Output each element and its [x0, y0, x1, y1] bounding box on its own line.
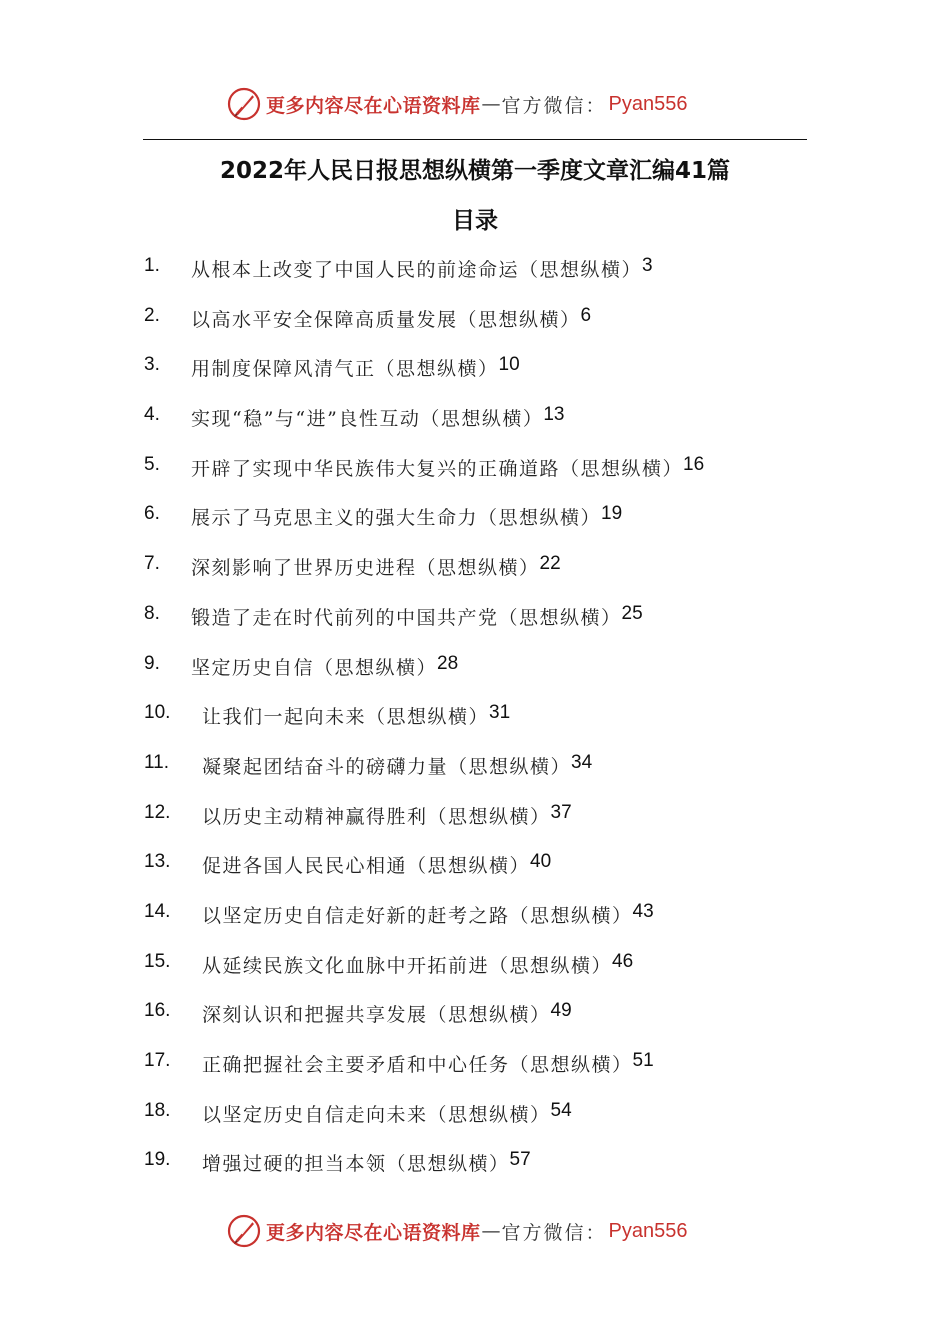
toc-entry-number: 9.	[144, 652, 160, 674]
toc-entry[interactable]	[144, 1100, 704, 1150]
toc-entry-page: 28	[437, 652, 459, 674]
toc-entry-title: 实现“稳”与“进”良性互动（思想纵横）	[191, 408, 544, 431]
toc-entry-page: 43	[632, 900, 654, 922]
toc-entry[interactable]	[144, 653, 704, 703]
toc-entry-number: 17.	[144, 1050, 171, 1071]
toc-entry-page: 3	[642, 255, 653, 276]
banner-wechat-id: Pyan556	[608, 1219, 688, 1242]
toc-entry-title: 从延续民族文化血脉中开拓前进（思想纵横）	[202, 954, 613, 977]
table-of-contents	[144, 255, 704, 1199]
header-banner	[226, 84, 688, 124]
toc-entry-number: 10.	[144, 702, 171, 724]
toc-entry-page: 34	[571, 751, 593, 773]
toc-entry-number: 12.	[144, 801, 171, 823]
toc-heading: 目录	[452, 208, 498, 234]
toc-entry-number: 13.	[144, 851, 171, 873]
toc-entry-number: 5.	[144, 453, 160, 475]
toc-entry-number: 8.	[144, 602, 160, 624]
toc-entry-number: 3.	[144, 354, 160, 376]
banner-wechat-id: Pyan556	[608, 92, 688, 115]
toc-entry-page: 54	[550, 1099, 572, 1121]
toc-entry-page: 40	[530, 851, 552, 873]
toc-entry[interactable]	[144, 851, 704, 901]
toc-entry[interactable]	[144, 404, 704, 454]
banner-main-text: 更多内容尽在心语资料库	[266, 94, 481, 117]
toc-entry-number: 2.	[144, 304, 160, 326]
banner-sub-text: 官方微信：	[501, 94, 607, 117]
toc-entry[interactable]	[144, 752, 704, 802]
toc-entry-page: 10	[498, 354, 520, 376]
toc-entry-number: 15.	[144, 950, 171, 972]
toc-entry[interactable]	[144, 305, 704, 355]
toc-entry[interactable]	[144, 1149, 704, 1199]
toc-entry[interactable]	[144, 1050, 704, 1100]
header-divider	[143, 139, 807, 140]
toc-entry-title: 正确把握社会主要矛盾和中心任务（思想纵横）	[202, 1054, 633, 1076]
toc-entry-number: 14.	[144, 900, 171, 922]
toc-entry-title: 以历史主动精神赢得胜利（思想纵横）	[202, 805, 551, 828]
toc-entry-page: 37	[550, 801, 572, 823]
toc-entry-title: 深刻认识和把握共享发展（思想纵横）	[202, 1004, 551, 1027]
toc-entry-number: 11.	[144, 751, 170, 773]
quill-pen-logo-icon	[226, 1213, 262, 1249]
toc-entry-number: 4.	[144, 404, 160, 426]
toc-entry-title: 以高水平安全保障高质量发展（思想纵横）	[191, 308, 581, 331]
toc-entry-number: 18.	[144, 1099, 171, 1121]
toc-entry[interactable]	[144, 603, 704, 653]
banner-dash: —	[481, 1220, 501, 1242]
toc-entry-title: 开辟了实现中华民族伟大复兴的正确道路（思想纵横）	[191, 457, 684, 480]
toc-entry-title: 从根本上改变了中国人民的前途命运（思想纵横）	[191, 259, 643, 281]
toc-entry[interactable]	[144, 354, 704, 404]
footer-banner	[226, 1211, 688, 1251]
toc-entry-title: 用制度保障风清气正（思想纵横）	[191, 358, 499, 381]
toc-entry-title: 坚定历史自信（思想纵横）	[191, 656, 438, 679]
toc-entry[interactable]	[144, 702, 704, 752]
toc-entry-page: 22	[539, 553, 561, 575]
toc-entry-page: 57	[509, 1149, 531, 1171]
toc-entry-page: 6	[580, 304, 592, 326]
toc-entry-page: 13	[543, 404, 565, 426]
toc-entry-title: 深刻影响了世界历史进程（思想纵横）	[191, 557, 540, 580]
banner-main-text: 更多内容尽在心语资料库	[266, 1221, 481, 1244]
toc-entry-title: 以坚定历史自信走向未来（思想纵横）	[202, 1103, 551, 1126]
toc-entry-title: 促进各国人民民心相通（思想纵横）	[202, 855, 531, 878]
toc-entry[interactable]	[144, 802, 704, 852]
toc-entry-title: 以坚定历史自信走好新的赶考之路（思想纵横）	[202, 904, 633, 927]
toc-entry-number: 19.	[144, 1149, 171, 1171]
toc-entry-page: 31	[489, 702, 511, 724]
toc-entry-title: 展示了马克思主义的强大生命力（思想纵横）	[191, 507, 602, 530]
banner-sub-text: 官方微信：	[501, 1221, 607, 1244]
toc-entry[interactable]	[144, 553, 704, 603]
toc-entry-title: 让我们一起向未来（思想纵横）	[202, 706, 490, 729]
toc-entry-title: 凝聚起团结奋斗的磅礴力量（思想纵横）	[202, 755, 572, 778]
toc-entry-number: 1.	[144, 255, 160, 276]
toc-entry-number: 7.	[144, 553, 160, 575]
toc-entry-title: 增强过硬的担当本领（思想纵横）	[202, 1153, 510, 1176]
toc-entry-title: 锻造了走在时代前列的中国共产党（思想纵横）	[191, 606, 622, 629]
toc-entry-page: 19	[601, 503, 623, 525]
toc-entry-page: 51	[632, 1050, 654, 1071]
document-title: 2022年人民日报思想纵横第一季度文章汇编41篇	[219, 158, 731, 184]
toc-entry[interactable]	[144, 1000, 704, 1050]
toc-entry-number: 6.	[144, 503, 160, 525]
banner-dash: —	[481, 93, 501, 115]
toc-entry-page: 49	[550, 1000, 572, 1022]
toc-entry[interactable]	[144, 454, 704, 504]
quill-pen-logo-icon	[226, 86, 262, 122]
toc-entry[interactable]	[144, 951, 704, 1001]
toc-entry-number: 16.	[144, 1000, 171, 1022]
toc-entry[interactable]	[144, 255, 704, 305]
toc-entry-page: 46	[612, 950, 634, 972]
toc-entry-page: 25	[621, 602, 643, 624]
toc-entry[interactable]	[144, 503, 704, 553]
toc-entry-page: 16	[683, 453, 705, 475]
toc-entry[interactable]	[144, 901, 704, 951]
